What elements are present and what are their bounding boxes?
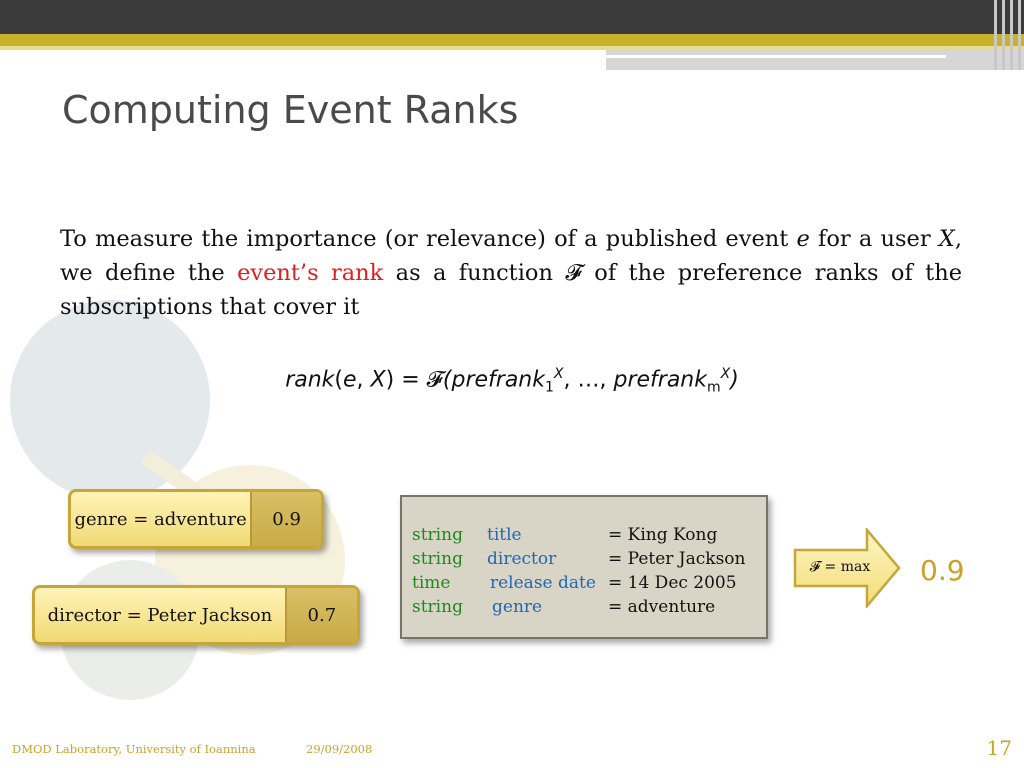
event-attr-type: string xyxy=(412,597,463,617)
paragraph-text: , we define the xyxy=(60,226,962,286)
event-rank-highlight: event’s rank xyxy=(237,260,384,286)
subscription-label: director = Peter Jackson xyxy=(47,604,273,626)
subscription-genre xyxy=(68,489,324,549)
function-label: 𝓕 = max xyxy=(809,559,871,575)
event-attr-name: director xyxy=(487,549,557,569)
event-attr-type: time xyxy=(412,573,451,593)
formula-rank: rank xyxy=(285,367,335,393)
event-attr-value: = 14 Dec 2005 xyxy=(608,573,737,593)
header-gold-band xyxy=(0,34,1024,46)
slide-title: Computing Event Ranks xyxy=(62,88,519,132)
paragraph-var-x: X xyxy=(938,226,955,252)
subscription-director xyxy=(32,585,360,645)
formula-superscript-x: X xyxy=(720,366,731,382)
formula-subscript-m: m xyxy=(706,379,721,396)
rank-formula xyxy=(0,366,1024,396)
event-box xyxy=(400,495,768,639)
header-bar xyxy=(0,0,1024,34)
header-white-line xyxy=(606,55,946,58)
event-attr-type: string xyxy=(412,549,463,569)
subscription-rank: 0.9 xyxy=(250,492,321,546)
formula-var-x: X xyxy=(370,367,386,393)
formula-prefrank-1: prefrank xyxy=(451,367,545,393)
formula-function-symbol: 𝓕 xyxy=(426,367,443,393)
formula-superscript-x: X xyxy=(553,366,564,382)
paragraph-text: To measure the importance (or relevance) of a published event xyxy=(60,226,797,252)
result-rank: 0.9 xyxy=(920,554,965,587)
header-vertical-line xyxy=(1018,0,1021,70)
event-attr-name: release date xyxy=(490,573,596,593)
subscription-label: genre = adventure xyxy=(74,508,247,530)
paragraph-var-e: e xyxy=(796,226,810,252)
formula-subscript-1: 1 xyxy=(544,379,554,396)
event-attr-value: = Peter Jackson xyxy=(608,549,746,569)
formula-equals: ) = xyxy=(385,367,427,393)
formula-prefrank-m: prefrank xyxy=(613,367,707,393)
paragraph-text: as a function xyxy=(383,260,566,286)
header-vertical-line xyxy=(1002,0,1005,70)
header-grey-strip xyxy=(606,50,1024,70)
paragraph-text: of the preference ranks of the subscriptions that cover it xyxy=(60,260,963,320)
formula-var-e: e xyxy=(343,367,357,393)
paragraph-text: for a user xyxy=(809,226,939,252)
footer-lab: DMOD Laboratory, University of Ioannina xyxy=(12,742,256,756)
event-attr-value: = King Kong xyxy=(608,525,718,545)
formula-paren: ( xyxy=(442,367,452,393)
event-attr-type: string xyxy=(412,525,463,545)
paragraph-function-symbol: 𝓕 xyxy=(565,260,582,286)
footer-date: 29/09/2008 xyxy=(306,742,373,756)
event-attr-name: title xyxy=(487,525,522,545)
intro-paragraph xyxy=(60,222,962,324)
formula-paren: ) xyxy=(730,367,739,393)
formula-comma: , xyxy=(356,367,371,393)
event-attr-name: genre xyxy=(492,597,543,617)
header-vertical-line xyxy=(1010,0,1013,70)
header-vertical-line xyxy=(994,0,997,70)
event-attr-value: = adventure xyxy=(608,597,716,617)
page-number: 17 xyxy=(986,736,1012,760)
formula-paren: ( xyxy=(334,367,343,393)
formula-ellipsis: , …, xyxy=(563,367,614,393)
subscription-rank: 0.7 xyxy=(285,588,357,642)
